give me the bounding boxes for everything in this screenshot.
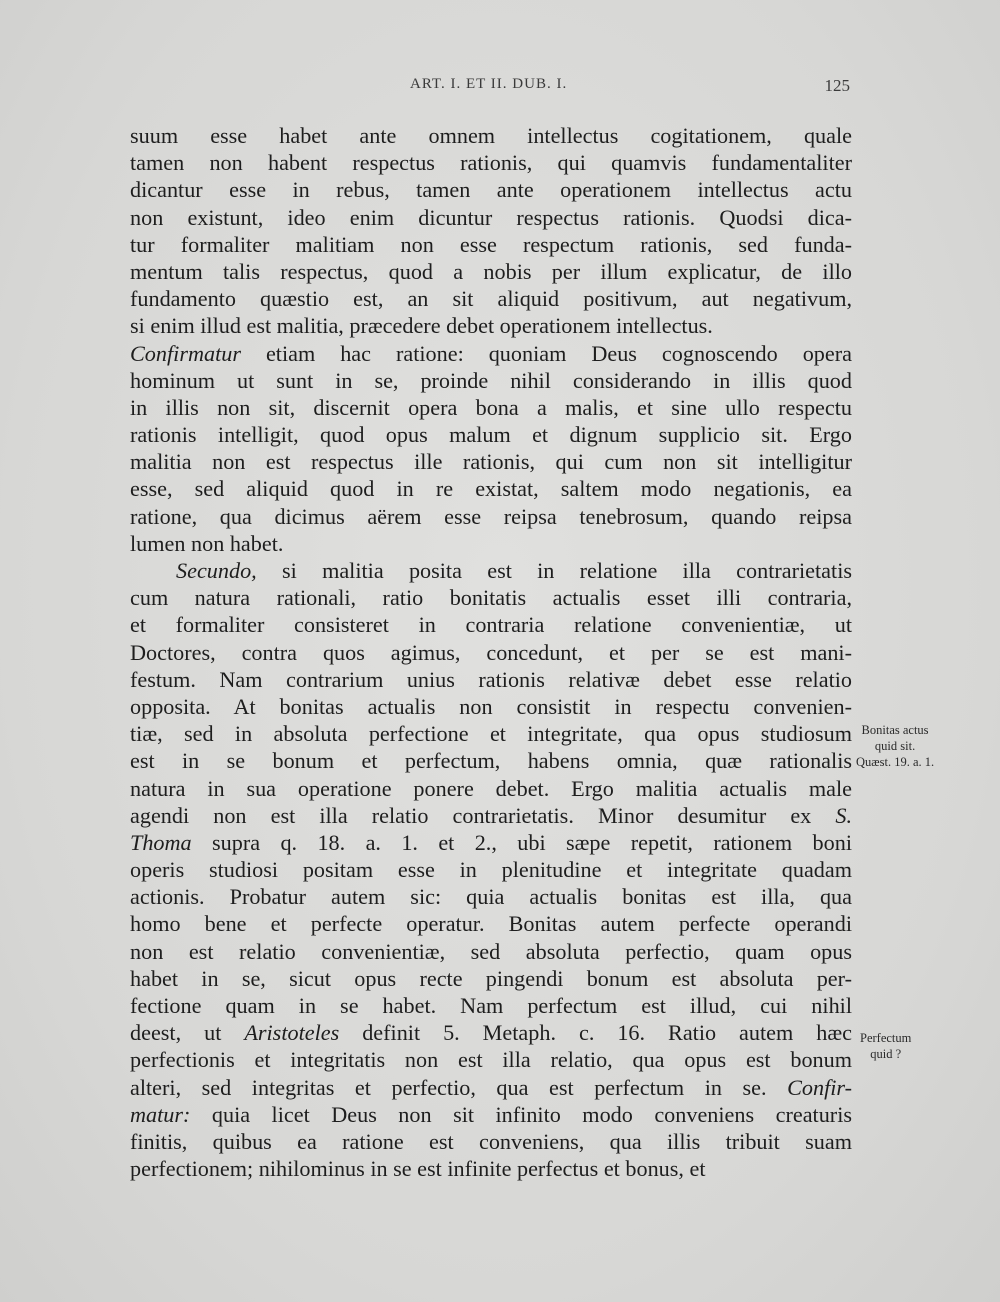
text-segment: perfectionis et integritatis non est illa relatio, qua opus est bonum bbox=[130, 1047, 852, 1073]
text-line bbox=[130, 910, 852, 937]
text-line bbox=[130, 720, 852, 747]
text-line bbox=[130, 1019, 852, 1046]
text-segment: non est relatio convenientiæ, sed absoluta perfectio, quam opus bbox=[130, 938, 852, 964]
text-segment: malitia non est respectus ille rationis, qui cum non sit intelligitur bbox=[130, 449, 852, 475]
text-line bbox=[130, 394, 852, 421]
text-segment: tamen non habent respectus rationis, qui quamvis fundamentaliter bbox=[130, 150, 852, 176]
text-line bbox=[130, 312, 852, 339]
text-line bbox=[130, 285, 852, 312]
margin-note-line: Quæst. 19. a. 1. bbox=[856, 755, 935, 769]
text-segment: in illis non sit, discernit opera bona a malis, et sine ullo respectu bbox=[130, 394, 852, 420]
text-line bbox=[130, 1046, 852, 1073]
text-line bbox=[130, 367, 852, 394]
text-line bbox=[130, 448, 852, 475]
text-segment: agendi non est illa relatio contrarietatis. Minor desumitur ex bbox=[130, 802, 836, 828]
italic-text: Confirmatur bbox=[130, 340, 241, 366]
text-line bbox=[130, 693, 852, 720]
text-line bbox=[130, 258, 852, 285]
text-line bbox=[130, 938, 852, 965]
text-line bbox=[130, 176, 852, 203]
margin-note-line: quid ? bbox=[870, 1047, 902, 1061]
running-head-title: ART. I. ET II. DUB. I. bbox=[410, 76, 568, 92]
text-segment: tiæ, sed in absoluta perfectione et integritate, qua opus studiosum bbox=[130, 721, 852, 747]
text-segment: supra q. 18. a. 1. et 2., ubi sæpe repetit, rationem boni bbox=[191, 829, 852, 855]
text-line bbox=[130, 856, 852, 883]
margin-note-line: Perfectum bbox=[860, 1031, 912, 1045]
text-segment: hominum ut sunt in se, proinde nihil considerando in illis quod bbox=[130, 367, 852, 393]
text-segment: natura in sua operatione ponere debet. Ergo malitia actualis male bbox=[130, 775, 852, 801]
text-line bbox=[130, 639, 852, 666]
text-segment: si enim illud est malitia, præcedere debet operationem intellectus. bbox=[130, 313, 713, 339]
margin-note-bonitas bbox=[856, 722, 934, 770]
text-segment: etiam hac ratione: quoniam Deus cognoscendo opera bbox=[240, 340, 852, 366]
text-segment: ratione, qua dicimus aërem esse reipsa tenebrosum, quando reipsa bbox=[130, 503, 852, 529]
italic-text: Secundo, bbox=[176, 558, 257, 583]
italic-text: Confir- bbox=[787, 1074, 852, 1100]
italic-text: Aristoteles bbox=[244, 1020, 340, 1046]
text-line bbox=[130, 1128, 852, 1155]
text-segment: perfectionem; nihilominus in se est infinite perfectus et bonus, et bbox=[130, 1156, 706, 1182]
text-segment: si malitia posita est in relatione illa contrarietatis bbox=[256, 558, 852, 583]
text-line bbox=[130, 204, 852, 231]
text-segment: est in se bonum et perfectum, habens omnia, quæ rationalis bbox=[130, 748, 852, 774]
body-text bbox=[130, 122, 852, 1182]
text-segment: festum. Nam contrarium unius rationis relativæ debet esse relatio bbox=[130, 666, 852, 692]
margin-note-perfectum bbox=[860, 1030, 911, 1062]
text-segment: deest, ut bbox=[130, 1020, 245, 1046]
margin-note-line: quid sit. bbox=[874, 739, 916, 753]
page-number: 125 bbox=[824, 76, 850, 95]
text-segment: opposita. At bonitas actualis non consistit in respectu convenien- bbox=[130, 693, 852, 719]
text-line bbox=[130, 611, 852, 638]
text-segment: esse, sed aliquid quod in re existat, saltem modo negationis, ea bbox=[130, 476, 852, 502]
italic-text: S. bbox=[835, 802, 852, 828]
text-line bbox=[130, 530, 852, 557]
text-segment: rationis intelligit, quod opus malum et dignum supplicio sit. Ergo bbox=[130, 422, 852, 448]
text-segment: homo bene et perfecte operatur. Bonitas autem perfecte operandi bbox=[130, 911, 852, 937]
text-segment: alteri, sed integritas et perfectio, qua est perfectum in se. bbox=[130, 1074, 788, 1100]
text-segment: Doctores, contra quos agimus, concedunt, et per se est mani- bbox=[130, 639, 852, 665]
text-segment: habet in se, sicut opus recte pingendi bonum est absoluta per- bbox=[130, 965, 852, 991]
text-line bbox=[130, 503, 852, 530]
text-segment: fectione quam in se habet. Nam perfectum est illud, cui nihil bbox=[130, 993, 852, 1018]
text-line bbox=[130, 584, 852, 611]
text-segment: quia licet Deus non sit infinito modo conveniens creaturis bbox=[190, 1101, 852, 1127]
text-segment: suum esse habet ante omnem intellectus cogitationem, quale bbox=[130, 123, 852, 148]
text-line bbox=[130, 1155, 852, 1182]
text-line bbox=[130, 666, 852, 693]
italic-text: matur: bbox=[130, 1101, 191, 1127]
text-segment: non existunt, ideo enim dicuntur respectus rationis. Quodsi dica- bbox=[130, 204, 852, 230]
text-line bbox=[130, 992, 852, 1019]
text-segment: mentum talis respectus, quod a nobis per illum explicatur, de illo bbox=[130, 258, 852, 284]
text-line bbox=[130, 1101, 852, 1128]
text-line bbox=[130, 340, 852, 367]
text-segment: lumen non habet. bbox=[130, 530, 284, 556]
text-segment: et formaliter consisteret in contraria relatione convenientiæ, ut bbox=[130, 612, 852, 638]
text-line bbox=[130, 475, 852, 502]
running-head bbox=[130, 76, 850, 100]
text-line bbox=[130, 965, 852, 992]
text-segment: operis studiosi positam esse in plenitudine et integritate quadam bbox=[130, 857, 852, 883]
text-segment: tur formaliter malitiam non esse respectum rationis, sed funda- bbox=[130, 231, 852, 257]
text-line bbox=[130, 557, 852, 584]
text-line bbox=[130, 883, 852, 910]
text-line bbox=[130, 747, 852, 774]
text-line bbox=[130, 122, 852, 149]
text-line bbox=[130, 231, 852, 258]
text-segment: actionis. Probatur autem sic: quia actualis bonitas est illa, qua bbox=[130, 884, 852, 910]
text-segment: fundamento quæstio est, an sit aliquid positivum, aut negativum, bbox=[130, 286, 852, 312]
text-line bbox=[130, 775, 852, 802]
text-segment: dicantur esse in rebus, tamen ante operationem intellectus actu bbox=[130, 177, 852, 203]
text-segment: definit 5. Metaph. c. 16. Ratio autem hæc bbox=[339, 1020, 852, 1046]
text-line bbox=[130, 149, 852, 176]
text-line bbox=[130, 829, 852, 856]
text-segment: finitis, quibus ea ratione est conveniens, qua illis tribuit suam bbox=[130, 1128, 852, 1154]
text-line bbox=[130, 421, 852, 448]
margin-note-line: Bonitas actus bbox=[861, 723, 929, 737]
text-segment: cum natura rationali, ratio bonitatis actualis esset illi contraria, bbox=[130, 585, 852, 611]
text-line bbox=[130, 1074, 852, 1101]
text-line bbox=[130, 802, 852, 829]
italic-text: Thoma bbox=[130, 829, 192, 855]
